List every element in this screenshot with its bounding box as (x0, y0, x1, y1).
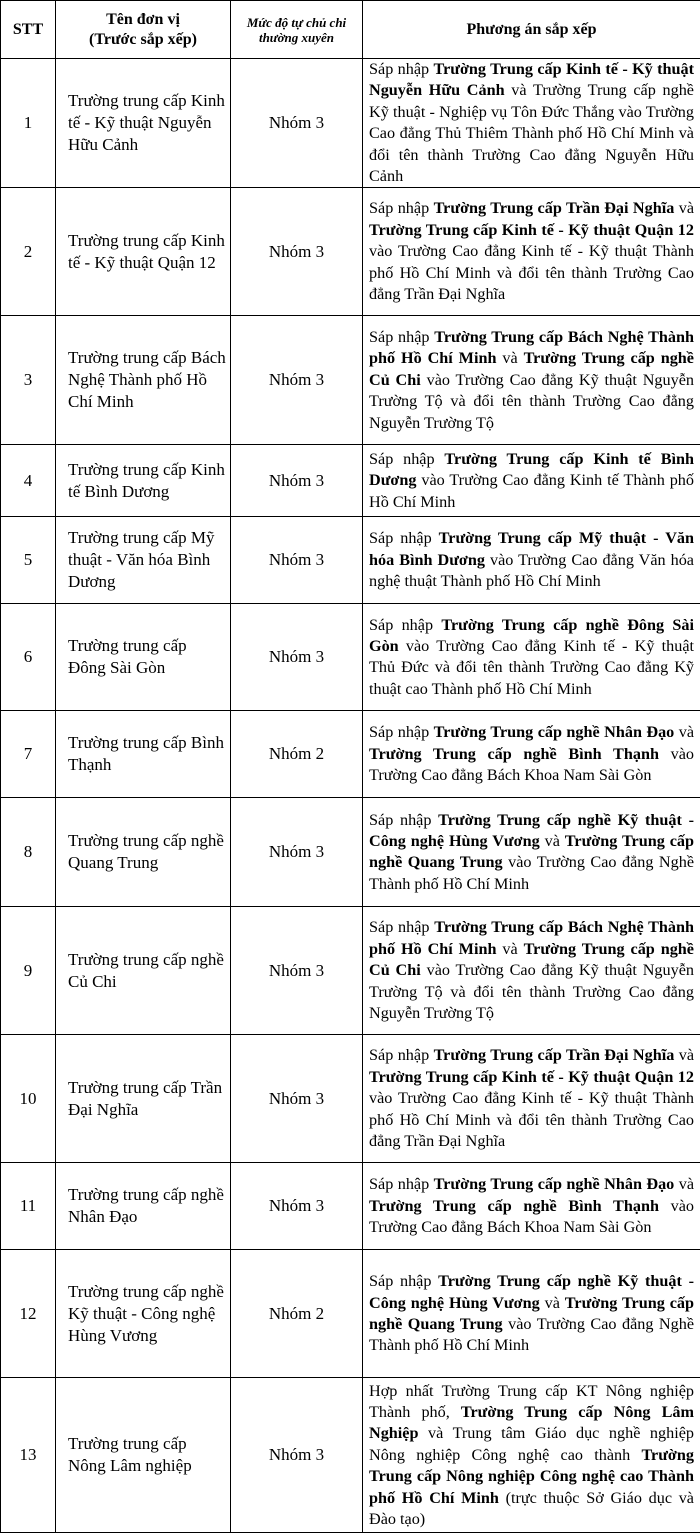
unit-name: Trường trung cấp nghề Nhân Đạo (56, 1163, 231, 1250)
row-number: 2 (1, 188, 56, 316)
plan-bold-segment: Trường Trung cấp Trần Đại Nghĩa (434, 199, 675, 217)
plan-text-segment: Sáp nhập (369, 723, 434, 741)
plan-bold-segment: Trường Trung cấp nghề Kỹ thuật - Công nghệ Hùng Vương (369, 811, 694, 850)
arrangement-plan (363, 907, 700, 1035)
unit-name: Trường trung cấp Kinh tế Bình Dương (56, 445, 231, 517)
plan-text-segment: vào Trường Cao đẳng Kinh tế Thành phố Hồ Chí Minh (369, 471, 694, 510)
table-row (1, 445, 700, 517)
autonomy-level: Nhóm 3 (231, 1378, 363, 1533)
table-row (1, 1378, 700, 1533)
autonomy-level: Nhóm 3 (231, 604, 363, 711)
plan-text-segment: và (674, 1175, 694, 1193)
plan-text-segment: vào Trường Cao đẳng Bách Khoa Nam Sài Gòn (369, 745, 694, 784)
table-row (1, 711, 700, 798)
autonomy-level: Nhóm 3 (231, 1163, 363, 1250)
plan-bold-segment: Trường Trung cấp nghề Củ Chi (369, 349, 694, 388)
table-row (1, 907, 700, 1035)
plan-bold-segment: Trường Trung cấp Bách Nghệ Thành phố Hồ Chí Minh (369, 918, 694, 957)
autonomy-level: Nhóm 3 (231, 188, 363, 316)
autonomy-level: Nhóm 3 (231, 517, 363, 604)
plan-bold-segment: Trường Trung cấp nghề Bình Thạnh (369, 1197, 659, 1215)
header-autonomy-level: Mức độ tự chủ chi thường xuyên (231, 1, 363, 59)
table-row (1, 1035, 700, 1163)
table-row (1, 188, 700, 316)
unit-name: Trường trung cấp Đông Sài Gòn (56, 604, 231, 711)
unit-name: Trường trung cấp Nông Lâm nghiệp (56, 1378, 231, 1533)
plan-text-segment: vào Trường Cao đẳng Bách Khoa Nam Sài Gòn (369, 1197, 694, 1236)
table-row (1, 604, 700, 711)
plan-text-segment: vào Trường Cao đẳng Kinh tế - Kỹ thuật Thành phố Hồ Chí Minh và đổi tên thành Trường Cao đẳng Trần Đại Nghĩa (369, 1089, 694, 1150)
plan-text-segment: Sáp nhập (369, 1272, 438, 1290)
row-number: 10 (1, 1035, 56, 1163)
arrangement-plan (363, 1163, 700, 1250)
header-unit-name (56, 1, 231, 59)
plan-text-segment: Sáp nhập (369, 60, 433, 78)
autonomy-level: Nhóm 3 (231, 798, 363, 907)
arrangement-plan (363, 1035, 700, 1163)
autonomy-level: Nhóm 3 (231, 59, 363, 188)
header-stt: STT (1, 1, 56, 59)
arrangement-plan (363, 188, 700, 316)
plan-text-segment: Sáp nhập (369, 918, 434, 936)
plan-text-segment: vào Trường Cao đẳng Kỹ thuật Nguyễn Trường Tộ và đổi tên thành Trường Cao đẳng Nguyễn Trường Tộ (369, 371, 694, 432)
plan-text-segment: và Trung tâm Giáo dục nghề nghiệp Nông nghiệp Công nghệ cao thành (369, 1424, 694, 1463)
row-number: 8 (1, 798, 56, 907)
plan-bold-segment: Trường Trung cấp nghề Nhân Đạo (434, 1175, 675, 1193)
header-unit-name-line1: Tên đơn vị (56, 10, 230, 30)
plan-bold-segment: Trường Trung cấp Kinh tế - Kỹ thuật Quận 12 (369, 221, 694, 239)
header-arrangement-plan: Phương án sắp xếp (363, 1, 700, 59)
row-number: 5 (1, 517, 56, 604)
unit-name: Trường trung cấp Kinh tế - Kỹ thuật Nguyễn Hữu Cảnh (56, 59, 231, 188)
unit-name: Trường trung cấp Trần Đại Nghĩa (56, 1035, 231, 1163)
unit-name: Trường trung cấp nghề Củ Chi (56, 907, 231, 1035)
row-number: 13 (1, 1378, 56, 1533)
row-number: 9 (1, 907, 56, 1035)
plan-bold-segment: Trường Trung cấp Kinh tế - Kỹ thuật Nguyễn Hữu Cảnh (369, 60, 694, 99)
row-number: 12 (1, 1250, 56, 1378)
plan-text-segment: và (496, 349, 523, 367)
plan-text-segment: và (540, 1294, 565, 1312)
unit-name: Trường trung cấp Kinh tế - Kỹ thuật Quận 12 (56, 188, 231, 316)
unit-name: Trường trung cấp Bách Nghệ Thành phố Hồ Chí Minh (56, 316, 231, 445)
plan-text-segment: và (674, 1046, 694, 1064)
plan-bold-segment: Trường Trung cấp Nông Lâm Nghiệp (369, 1403, 694, 1442)
autonomy-level: Nhóm 3 (231, 445, 363, 517)
plan-text-segment: Sáp nhập (369, 1046, 434, 1064)
arrangement-plan (363, 711, 700, 798)
plan-text-segment: và (674, 199, 694, 217)
table-row (1, 1163, 700, 1250)
plan-text-segment: vào Trường Cao đẳng Nghề Thành phố Hồ Chí Minh (369, 1315, 694, 1354)
autonomy-level: Nhóm 3 (231, 316, 363, 445)
plan-bold-segment: Trường Trung cấp nghề Quang Trung (369, 832, 694, 871)
row-number: 1 (1, 59, 56, 188)
plan-bold-segment: Trường Trung cấp Mỹ thuật - Văn hóa Bình Dương (369, 529, 694, 568)
autonomy-level: Nhóm 2 (231, 711, 363, 798)
plan-text-segment: Sáp nhập (369, 529, 439, 547)
plan-text-segment: Sáp nhập (369, 811, 438, 829)
arrangement-plan (363, 1250, 700, 1378)
table-row (1, 517, 700, 604)
header-unit-name-line2: (Trước sắp xếp) (56, 30, 230, 50)
plan-text-segment: vào Trường Cao đẳng Kỹ thuật Nguyễn Trường Tộ và đổi tên thành Trường Cao đẳng Nguyễn Trường Tộ (369, 961, 694, 1022)
table-row (1, 798, 700, 907)
plan-text-segment: và (496, 940, 523, 958)
arrangement-plan (363, 316, 700, 445)
arrangement-plan (363, 798, 700, 907)
plan-bold-segment: Trường Trung cấp Trần Đại Nghĩa (434, 1046, 675, 1064)
unit-name: Trường trung cấp Bình Thạnh (56, 711, 231, 798)
table-row (1, 1250, 700, 1378)
plan-text-segment: và Trường Trung cấp nghề Kỹ thuật - Nghiệp vụ Tôn Đức Thắng vào Trường Cao đẳng Thủ Thiêm Thành phố Hồ Chí Minh và đổi tên thành Trường Cao đẳng Nguyễn Hữu Cảnh (369, 81, 694, 185)
table-row (1, 316, 700, 445)
plan-text-segment: (trực thuộc Sở Giáo dục và Đào tạo) (369, 1489, 694, 1528)
plan-text-segment: Hợp nhất Trường Trung cấp KT Nông nghiệp Thành phố, (369, 1382, 694, 1421)
plan-bold-segment: Trường Trung cấp Kinh tế - Kỹ thuật Quận 12 (369, 1068, 694, 1086)
row-number: 3 (1, 316, 56, 445)
unit-name: Trường trung cấp Mỹ thuật - Văn hóa Bình Dương (56, 517, 231, 604)
row-number: 4 (1, 445, 56, 517)
row-number: 7 (1, 711, 56, 798)
plan-bold-segment: Trường Trung cấp Kinh tế Bình Dương (369, 450, 694, 489)
plan-text-segment: vào Trường Cao đẳng Văn hóa nghệ thuật Thành phố Hồ Chí Minh (369, 551, 694, 590)
plan-text-segment: vào Trường Cao đẳng Kinh tế - Kỹ thuật Thành phố Hồ Chí Minh và đổi tên thành Trường Cao đẳng Trần Đại Nghĩa (369, 242, 694, 303)
plan-bold-segment: Trường Trung cấp nghề Bình Thạnh (369, 745, 659, 763)
arrangement-plan (363, 1378, 700, 1533)
unit-name: Trường trung cấp nghề Quang Trung (56, 798, 231, 907)
autonomy-level: Nhóm 3 (231, 907, 363, 1035)
plan-bold-segment: Trường Trung cấp nghề Quang Trung (369, 1294, 694, 1333)
plan-text-segment: và (674, 723, 694, 741)
autonomy-level: Nhóm 2 (231, 1250, 363, 1378)
plan-text-segment: vào Trường Cao đẳng Nghề Thành phố Hồ Chí Minh (369, 853, 694, 892)
plan-text-segment: vào Trường Cao đẳng Kinh tế - Kỹ thuật Thủ Đức và đổi tên thành Trường Cao đẳng Kỹ thuật cao Thành phố Hồ Chí Minh (369, 637, 694, 698)
autonomy-level: Nhóm 3 (231, 1035, 363, 1163)
table-body (1, 59, 700, 1533)
plan-bold-segment: Trường Trung cấp Bách Nghệ Thành phố Hồ Chí Minh (369, 328, 694, 367)
row-number: 11 (1, 1163, 56, 1250)
plan-text-segment: Sáp nhập (369, 1175, 434, 1193)
row-number: 6 (1, 604, 56, 711)
arrangement-plan (363, 604, 700, 711)
plan-bold-segment: Trường Trung cấp nghề Nhân Đạo (434, 723, 675, 741)
arrangement-plan (363, 445, 700, 517)
plan-text-segment: Sáp nhập (369, 450, 444, 468)
plan-bold-segment: Trường Trung cấp nghề Kỹ thuật - Công nghệ Hùng Vương (369, 1272, 694, 1311)
table-header-row (1, 1, 700, 59)
plan-bold-segment: Trường Trung cấp nghề Củ Chi (369, 940, 694, 979)
plan-bold-segment: Trường Trung cấp nghề Đông Sài Gòn (369, 616, 694, 655)
unit-name: Trường trung cấp nghề Kỹ thuật - Công nghệ Hùng Vương (56, 1250, 231, 1378)
plan-bold-segment: Trường Trung cấp Nông nghiệp Công nghệ cao Thành phố Hồ Chí Minh (369, 1446, 694, 1507)
table-row (1, 59, 700, 188)
plan-text-segment: Sáp nhập (369, 328, 434, 346)
arrangement-plan (363, 59, 700, 188)
plan-text-segment: Sáp nhập (369, 199, 434, 217)
plan-text-segment: Sáp nhập (369, 616, 441, 634)
plan-text-segment: và (540, 832, 565, 850)
arrangement-plan (363, 517, 700, 604)
